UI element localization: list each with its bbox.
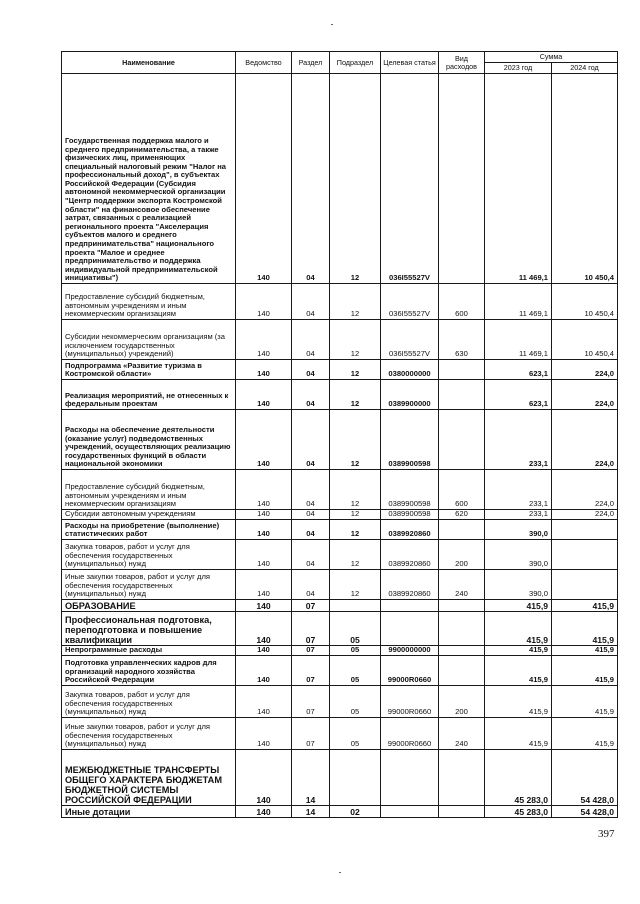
row-sum-2023: 390,0 [485, 520, 552, 540]
row-podrazdel: 12 [330, 510, 381, 520]
row-vedomstvo: 140 [236, 718, 292, 750]
row-sum-2024 [552, 570, 618, 600]
row-razdel: 04 [292, 540, 330, 570]
row-podrazdel: 02 [330, 806, 381, 818]
header-vid-raskhodov: Вид расходов [439, 52, 485, 74]
table-row [62, 686, 618, 718]
row-podrazdel: 12 [330, 360, 381, 380]
header-year-2024: 2024 год [552, 63, 618, 74]
row-vid-raskhodov: 620 [439, 510, 485, 520]
table-row [62, 284, 618, 320]
table-row [62, 74, 618, 284]
row-razdel: 04 [292, 284, 330, 320]
row-sum-2024: 54 428,0 [552, 750, 618, 806]
row-vid-raskhodov: 240 [439, 718, 485, 750]
table-row [62, 806, 618, 818]
row-vid-raskhodov: 200 [439, 686, 485, 718]
row-sum-2023: 623,1 [485, 380, 552, 410]
row-vid-raskhodov [439, 612, 485, 646]
table-row [62, 646, 618, 656]
row-name: Субсидии автономным учреждениям [62, 510, 236, 520]
row-sum-2024: 224,0 [552, 410, 618, 470]
row-vedomstvo: 140 [236, 74, 292, 284]
row-vid-raskhodov [439, 74, 485, 284]
row-name: Иные закупки товаров, работ и услуг для обеспечения государственных (муниципальных) нужд [62, 718, 236, 750]
header-podrazdel: Подраздел [330, 52, 381, 74]
row-vid-raskhodov [439, 646, 485, 656]
row-sum-2023: 11 469,1 [485, 284, 552, 320]
row-vedomstvo: 140 [236, 284, 292, 320]
row-podrazdel: 12 [330, 470, 381, 510]
row-celevaya-statya: 036I55527V [381, 320, 439, 360]
row-sum-2023: 233,1 [485, 410, 552, 470]
row-vedomstvo: 140 [236, 520, 292, 540]
row-podrazdel: 05 [330, 646, 381, 656]
row-podrazdel: 12 [330, 74, 381, 284]
row-celevaya-statya: 0389920860 [381, 520, 439, 540]
row-vid-raskhodov: 600 [439, 284, 485, 320]
row-name: Предоставление субсидий бюджетным, автономным учреждениям и иным некоммерческим организациям [62, 284, 236, 320]
table-row [62, 600, 618, 612]
row-razdel: 04 [292, 470, 330, 510]
row-vid-raskhodov: 630 [439, 320, 485, 360]
row-razdel: 04 [292, 410, 330, 470]
row-podrazdel [330, 750, 381, 806]
row-name: Расходы на обеспечение деятельности (оказание услуг) подведомственных учреждений, осуществляющих реализацию государственных функций в области национальной экономики [62, 410, 236, 470]
row-sum-2024: 224,0 [552, 360, 618, 380]
row-vedomstvo: 140 [236, 686, 292, 718]
row-razdel: 07 [292, 600, 330, 612]
row-celevaya-statya: 99000R0660 [381, 718, 439, 750]
row-sum-2023: 233,1 [485, 510, 552, 520]
table-row [62, 470, 618, 510]
row-celevaya-statya: 0389900598 [381, 470, 439, 510]
row-razdel: 04 [292, 74, 330, 284]
row-sum-2024: 415,9 [552, 686, 618, 718]
row-celevaya-statya [381, 612, 439, 646]
row-sum-2023: 45 283,0 [485, 750, 552, 806]
row-razdel: 14 [292, 806, 330, 818]
scan-speck [339, 872, 341, 873]
row-razdel: 04 [292, 510, 330, 520]
row-vid-raskhodov [439, 410, 485, 470]
row-vedomstvo: 140 [236, 646, 292, 656]
row-razdel: 07 [292, 646, 330, 656]
page-number: 397 [598, 828, 615, 840]
row-razdel: 07 [292, 612, 330, 646]
header-name: Наименование [62, 52, 236, 74]
row-celevaya-statya: 036I55527V [381, 74, 439, 284]
row-podrazdel: 12 [330, 320, 381, 360]
row-celevaya-statya: 9900000000 [381, 646, 439, 656]
row-celevaya-statya [381, 750, 439, 806]
row-razdel: 07 [292, 656, 330, 686]
row-sum-2024: 415,9 [552, 612, 618, 646]
row-celevaya-statya [381, 806, 439, 818]
row-vid-raskhodov: 240 [439, 570, 485, 600]
row-podrazdel: 12 [330, 520, 381, 540]
row-podrazdel: 12 [330, 380, 381, 410]
row-sum-2023: 415,9 [485, 612, 552, 646]
row-sum-2023: 415,9 [485, 646, 552, 656]
row-name: Иные закупки товаров, работ и услуг для обеспечения государственных (муниципальных) нужд [62, 570, 236, 600]
row-vedomstvo: 140 [236, 540, 292, 570]
table-row [62, 380, 618, 410]
row-razdel: 07 [292, 718, 330, 750]
row-sum-2024: 415,9 [552, 600, 618, 612]
row-celevaya-statya: 99000R0660 [381, 686, 439, 718]
row-celevaya-statya: 0389900000 [381, 380, 439, 410]
table-row [62, 410, 618, 470]
row-celevaya-statya: 036I55527V [381, 284, 439, 320]
row-vedomstvo: 140 [236, 320, 292, 360]
row-sum-2024: 10 450,4 [552, 320, 618, 360]
row-name: Государственная поддержка малого и среднего предпринимательства, а также физических лиц, применяющих специальный налоговый режим "Налог на профессиональный доход", в субъектах Российской Федерации (Субсидия автономной некоммерческой организации "Центр поддержки экспорта Костромской области" на финансовое обеспечение затрат, связанных с реализацией регионального проекта "Акселерация субъектов малого и среднего предпринимательства" национального проекта "Малое и среднее предпринимательство и поддержка индивидуальной предпринимательской инициативы") [62, 74, 236, 284]
row-razdel: 14 [292, 750, 330, 806]
row-sum-2024 [552, 520, 618, 540]
header-summa: Сумма [485, 52, 618, 63]
row-name: Закупка товаров, работ и услуг для обеспечения государственных (муниципальных) нужд [62, 540, 236, 570]
row-sum-2023: 415,9 [485, 600, 552, 612]
row-sum-2023: 45 283,0 [485, 806, 552, 818]
table-row [62, 750, 618, 806]
row-celevaya-statya: 0389920860 [381, 570, 439, 600]
row-sum-2023: 11 469,1 [485, 74, 552, 284]
row-celevaya-statya: 0389900598 [381, 410, 439, 470]
row-vid-raskhodov [439, 380, 485, 410]
row-celevaya-statya: 99000R0660 [381, 656, 439, 686]
row-vedomstvo: 140 [236, 750, 292, 806]
row-name: ОБРАЗОВАНИЕ [62, 600, 236, 612]
row-vid-raskhodov [439, 806, 485, 818]
row-name: Закупка товаров, работ и услуг для обеспечения государственных (муниципальных) нужд [62, 686, 236, 718]
row-name: Подготовка управленческих кадров для организаций народного хозяйства Российской Федерации [62, 656, 236, 686]
row-razdel: 07 [292, 686, 330, 718]
row-razdel: 04 [292, 570, 330, 600]
row-podrazdel: 12 [330, 570, 381, 600]
row-sum-2024: 224,0 [552, 510, 618, 520]
row-sum-2024 [552, 540, 618, 570]
row-vedomstvo: 140 [236, 806, 292, 818]
row-razdel: 04 [292, 520, 330, 540]
row-sum-2024: 224,0 [552, 380, 618, 410]
row-sum-2024: 415,9 [552, 646, 618, 656]
header-year-2023: 2023 год [485, 63, 552, 74]
row-sum-2023: 415,9 [485, 656, 552, 686]
row-celevaya-statya: 0380000000 [381, 360, 439, 380]
row-celevaya-statya [381, 600, 439, 612]
row-sum-2023: 233,1 [485, 470, 552, 510]
row-sum-2024: 54 428,0 [552, 806, 618, 818]
row-name: Расходы на приобретение (выполнение) статистических работ [62, 520, 236, 540]
row-name: Подпрограмма «Развитие туризма в Костромской области» [62, 360, 236, 380]
row-sum-2023: 415,9 [485, 686, 552, 718]
row-razdel: 04 [292, 360, 330, 380]
table-row [62, 612, 618, 646]
row-vedomstvo: 140 [236, 470, 292, 510]
table-row [62, 718, 618, 750]
row-vid-raskhodov: 600 [439, 470, 485, 510]
row-vedomstvo: 140 [236, 656, 292, 686]
row-sum-2024: 415,9 [552, 718, 618, 750]
row-name: Профессиональная подготовка, переподготовка и повышение квалификации [62, 612, 236, 646]
row-name: Субсидии некоммерческим организациям (за исключением государственных (муниципальных) учреждений) [62, 320, 236, 360]
row-vid-raskhodov [439, 600, 485, 612]
row-vedomstvo: 140 [236, 380, 292, 410]
row-vid-raskhodov: 200 [439, 540, 485, 570]
row-vedomstvo: 140 [236, 410, 292, 470]
row-podrazdel: 05 [330, 612, 381, 646]
row-sum-2023: 11 469,1 [485, 320, 552, 360]
row-name: Непрограммные расходы [62, 646, 236, 656]
row-vedomstvo: 140 [236, 612, 292, 646]
row-podrazdel: 05 [330, 656, 381, 686]
row-vedomstvo: 140 [236, 600, 292, 612]
table-row [62, 570, 618, 600]
row-sum-2024: 415,9 [552, 656, 618, 686]
header-razdel: Раздел [292, 52, 330, 74]
budget-table [61, 51, 618, 818]
table-row [62, 320, 618, 360]
row-sum-2023: 623,1 [485, 360, 552, 380]
row-podrazdel [330, 600, 381, 612]
row-sum-2023: 415,9 [485, 718, 552, 750]
row-name: Реализация мероприятий, не отнесенных к федеральным проектам [62, 380, 236, 410]
scan-speck [331, 24, 333, 25]
row-celevaya-statya: 0389920860 [381, 540, 439, 570]
row-sum-2024: 224,0 [552, 470, 618, 510]
row-podrazdel: 12 [330, 410, 381, 470]
row-vid-raskhodov [439, 750, 485, 806]
table-row [62, 656, 618, 686]
row-vedomstvo: 140 [236, 570, 292, 600]
row-razdel: 04 [292, 320, 330, 360]
row-name: МЕЖБЮДЖЕТНЫЕ ТРАНСФЕРТЫ ОБЩЕГО ХАРАКТЕРА БЮДЖЕТАМ БЮДЖЕТНОЙ СИСТЕМЫ РОССИЙСКОЙ ФЕДЕРАЦИИ [62, 750, 236, 806]
row-sum-2024: 10 450,4 [552, 284, 618, 320]
table-row [62, 540, 618, 570]
header-celevaya-statya: Целевая статья [381, 52, 439, 74]
table-row [62, 520, 618, 540]
row-vedomstvo: 140 [236, 360, 292, 380]
row-podrazdel: 12 [330, 284, 381, 320]
row-podrazdel: 05 [330, 718, 381, 750]
row-celevaya-statya: 0389900598 [381, 510, 439, 520]
row-podrazdel: 05 [330, 686, 381, 718]
row-sum-2024: 10 450,4 [552, 74, 618, 284]
row-podrazdel: 12 [330, 540, 381, 570]
row-vid-raskhodov [439, 520, 485, 540]
row-vid-raskhodov [439, 360, 485, 380]
row-name: Иные дотации [62, 806, 236, 818]
row-sum-2023: 390,0 [485, 570, 552, 600]
header-vedomstvo: Ведомство [236, 52, 292, 74]
row-sum-2023: 390,0 [485, 540, 552, 570]
row-vid-raskhodov [439, 656, 485, 686]
row-name: Предоставление субсидий бюджетным, автономным учреждениям и иным некоммерческим организациям [62, 470, 236, 510]
row-razdel: 04 [292, 380, 330, 410]
row-vedomstvo: 140 [236, 510, 292, 520]
table-row [62, 360, 618, 380]
table-row [62, 510, 618, 520]
